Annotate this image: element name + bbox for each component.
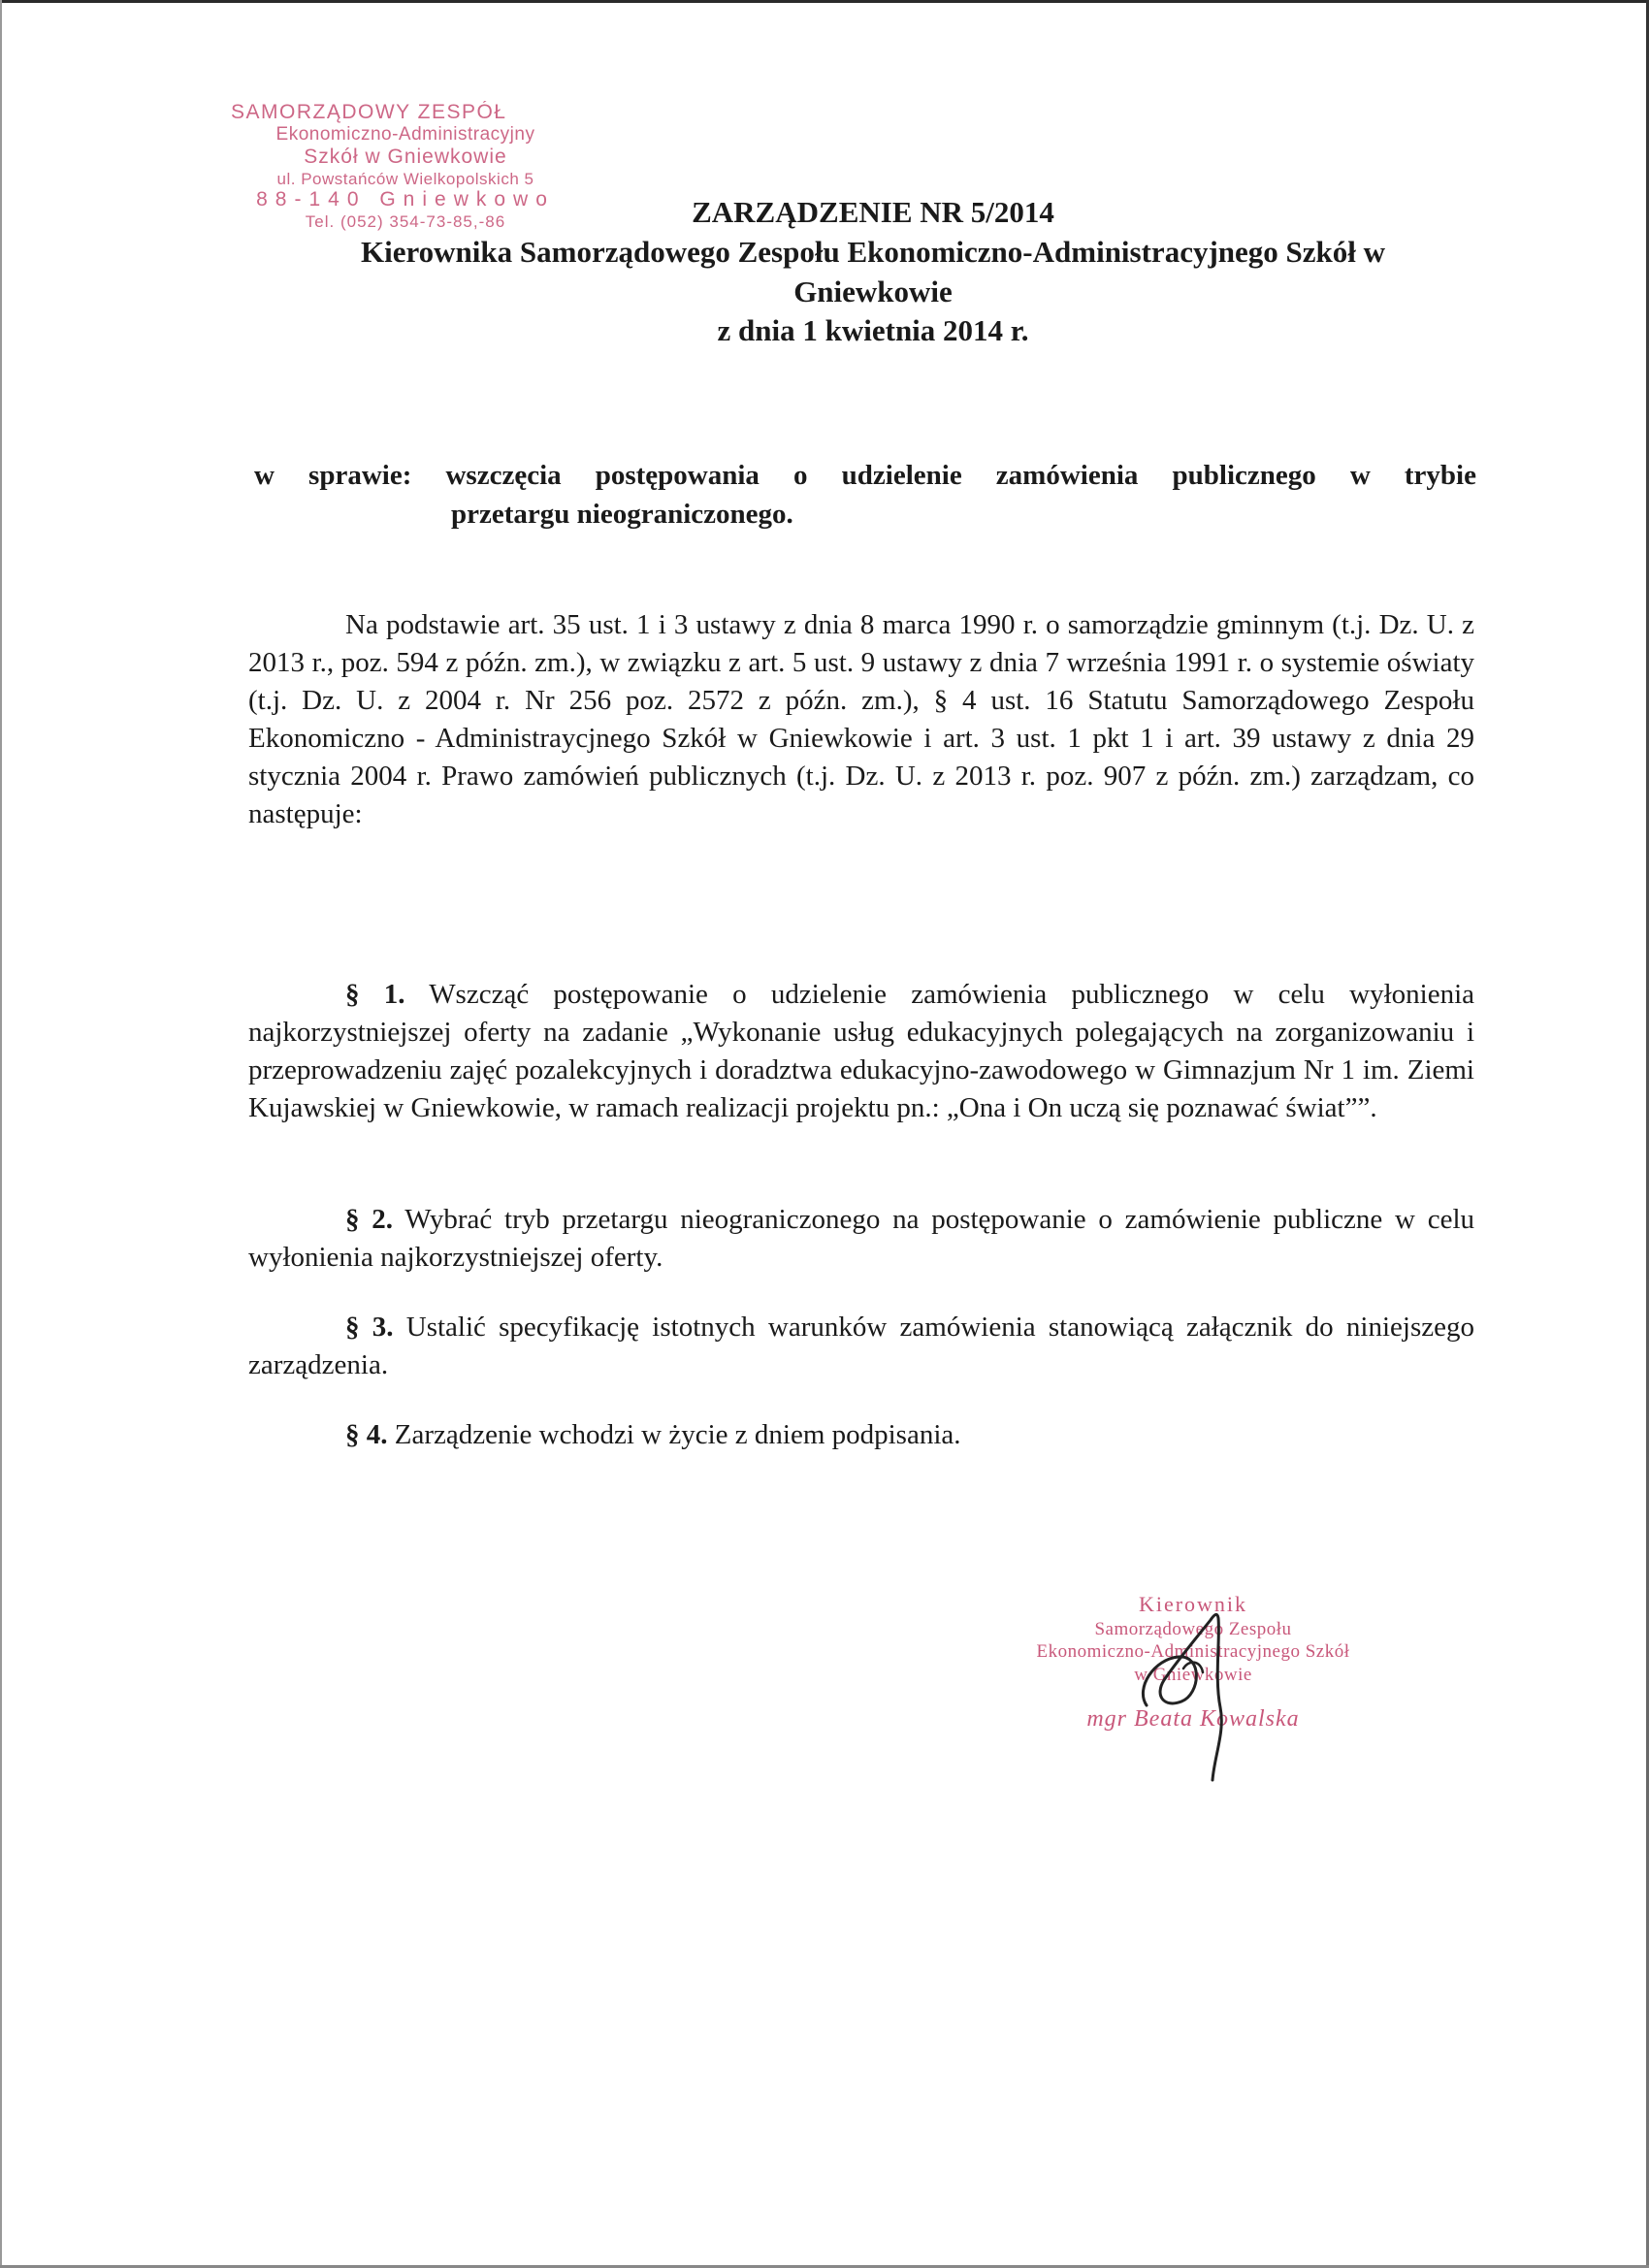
document-date: z dnia 1 kwietnia 2014 r. (717, 313, 1029, 347)
issuer-location: Gniewkowie (793, 275, 953, 308)
section-paragraph (248, 1416, 1474, 1454)
stamp-line: 88-140 Gniewkowo (256, 188, 555, 211)
subject-line: w sprawie: wszczęcia postępowania o udzielenie zamówienia publicznego w trybie (254, 460, 1476, 491)
legal-basis-paragraph (248, 606, 1474, 833)
stamp-line: ul. Powstańców Wielkopolskich 5 (276, 169, 534, 188)
section-label: § 4. (345, 1419, 388, 1450)
signature-stamp-line: Kierownik (1138, 1592, 1248, 1616)
section-paragraph (248, 1201, 1474, 1277)
handwritten-signature (1125, 1601, 1251, 1785)
section-paragraph (248, 1309, 1474, 1384)
issuer-line: Kierownika Samorządowego Zespołu Ekonomiczno-Administracyjnego Szkół w (360, 235, 1386, 269)
scan-edge-top (0, 0, 1649, 3)
section-label: § 2. (345, 1204, 394, 1235)
signature-stamp-name: mgr Beata Kowalska (1086, 1705, 1300, 1732)
scan-edge-left (0, 0, 2, 2268)
section-text: Wszcząć postępowanie o udzielenie zamówienia publicznego w celu wyłonienia najkorzystniejszej oferty na zadanie „Wykonanie usług edukacyjnych polegających na zorganizowaniu i przeprowadzeniu zajęć pozalekcyjnych i doradztwa edukacyjno-zawodowego w Gimnazjum Nr 1 im. Ziemi Kujawskiej w Gniewkowie, w ramach realizacji projektu pn.: „Ona i On uczą się poznawać świat””. (248, 979, 1475, 1123)
signature-stamp-line: Ekonomiczno-Administracyjnego Szkół (1036, 1641, 1350, 1663)
document-title: ZARZĄDZENIE NR 5/2014 (692, 195, 1054, 229)
section-text: Wybrać tryb przetargu nieograniczonego na postępowanie o zamówienie publiczne w celu wyłonienia najkorzystniejszej oferty. (248, 1204, 1475, 1273)
section-label: § 1. (345, 979, 405, 1010)
stamp-line: Ekonomiczno-Administracyjny (275, 124, 535, 146)
section-text: Zarządzenie wchodzi w życie z dniem podpisania. (394, 1419, 961, 1450)
section-text: Ustalić specyfikację istotnych warunków zamówienia stanowiącą załącznik do niniejszego zarządzenia. (248, 1312, 1474, 1380)
signature-stamp-line: Samorządowego Zespołu (1094, 1618, 1292, 1639)
signature-stamp-line: w Gniewkowie (1134, 1665, 1252, 1685)
stamp-line: SAMORZĄDOWY ZESPÓŁ (231, 101, 507, 123)
stamp-line: Szkół w Gniewkowie (304, 146, 507, 169)
stamp-line: Tel. (052) 354-73-85,-86 (305, 211, 506, 231)
subject-line-continued: przetargu nieograniczonego. (451, 499, 793, 530)
section-label: § 3. (345, 1312, 394, 1343)
legal-basis-text: Na podstawie art. 35 ust. 1 i 3 ustawy z dnia 8 marca 1990 r. o samorządzie gminnym (t.j. Dz. U. z 2013 r., poz. 594 z późn. zm.), w związku z art. 5 ust. 9 ustawy z dnia 7 września 1991 r. o systemie oświaty (t.j. Dz. U. z 2004 r. Nr 256 poz. 2572 z późn. zm.), § 4 ust. 16 Statutu Samorządowego Zespołu Ekonomiczno - Administraycjnego Szkół w Gniewkowie i art. 3 ust. 1 pkt 1 i art. 39 ustawy z dnia 29 stycznia 2004 r. Prawo zamówień publicznych (t.j. Dz. U. z 2013 r. poz. 907 z późn. zm.) zarządzam, co następuje: (248, 609, 1474, 829)
section-paragraph (248, 976, 1474, 1127)
